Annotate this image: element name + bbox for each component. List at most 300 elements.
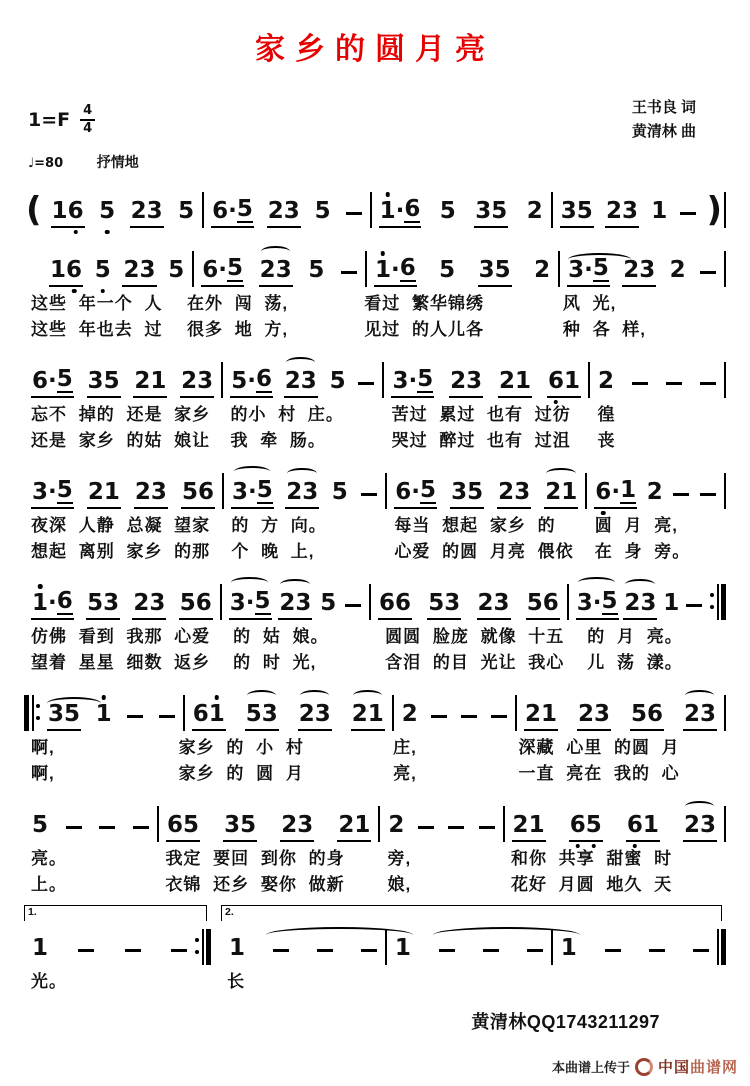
site-logo-icon[interactable] <box>635 1058 653 1076</box>
note-group: 6 1 <box>192 703 226 731</box>
parenthesis: ( <box>26 190 42 231</box>
sustain-dash <box>418 826 434 830</box>
note-group: 5 <box>439 257 456 283</box>
octave-dot-high <box>385 192 390 197</box>
note-group <box>679 212 697 229</box>
sustain-dash <box>133 826 149 830</box>
note-group: 2 1 <box>498 370 532 398</box>
note-group: 5 <box>94 259 112 287</box>
note-group: 2 3 <box>278 592 312 620</box>
lyric-cell: 丧 <box>597 431 616 450</box>
measure <box>24 931 195 965</box>
note-group <box>124 949 142 966</box>
repeat-start-sign <box>24 695 40 731</box>
note-group: 2 <box>669 257 686 283</box>
measure <box>24 586 220 620</box>
sustain-dash <box>527 949 543 953</box>
slur-arc <box>286 357 315 368</box>
barline <box>724 192 726 228</box>
note-group <box>604 949 622 966</box>
octave-dot-low <box>101 289 106 294</box>
note-group: 6 · 5 <box>31 368 74 398</box>
octave-dot-low <box>105 230 110 235</box>
slur-arc <box>578 577 615 588</box>
note-group <box>170 949 188 966</box>
note-group: 2 3 <box>577 703 611 731</box>
note-group: 3 · 5 <box>231 479 274 509</box>
note-group <box>447 826 465 843</box>
note-group: 2 3 <box>497 481 531 509</box>
volta-label: 1. <box>28 906 37 918</box>
measure <box>224 475 385 509</box>
barline <box>724 473 726 509</box>
lyric-cell: 儿 荡 漾。 <box>587 653 683 672</box>
octave-dot-high <box>101 695 106 700</box>
lyric-cell: 我 牵 肠。 <box>230 431 326 450</box>
note-group: 5 6 <box>526 592 560 620</box>
measure <box>517 697 724 731</box>
note-group: 3 · 5 <box>391 368 434 398</box>
measure <box>384 364 588 398</box>
slur-arc <box>300 690 329 701</box>
note-group: 3 · 5 <box>576 590 619 620</box>
note-group <box>345 212 363 229</box>
lyric-cell: 哭过 醉过 也有 过沮 <box>391 431 571 450</box>
lyric-cell: 庄, <box>393 738 417 757</box>
octave-dot-high <box>38 584 43 589</box>
note-group <box>665 382 683 399</box>
note-group: 3 5 <box>223 814 257 842</box>
volta-group <box>221 906 726 965</box>
sustain-dash <box>483 949 499 953</box>
note-group: 2 1 <box>337 814 371 842</box>
lyric-cell: 的 月 亮。 <box>587 627 683 646</box>
slur-arc <box>546 468 575 479</box>
measure <box>222 586 369 620</box>
measure <box>44 194 203 228</box>
sustain-dash <box>431 715 447 719</box>
sustain-dash <box>159 715 175 719</box>
lyric-row <box>24 847 726 870</box>
note-group: 6 · 5 <box>211 198 254 228</box>
note-group: 2 3 <box>122 259 156 287</box>
site-name-secondary[interactable]: 曲谱网 <box>689 1059 738 1076</box>
composer: 黄清林 曲 <box>631 123 696 140</box>
measure <box>587 475 724 509</box>
sustain-dash <box>345 604 361 608</box>
sustain-dash <box>680 212 696 216</box>
sustain-dash <box>341 271 357 275</box>
tie-arc <box>433 927 579 943</box>
note-group: 2 <box>526 198 543 224</box>
repeat-end-sign <box>710 584 726 620</box>
note-group: 2 3 <box>285 481 319 509</box>
note-group: 1 · 6 <box>374 257 417 287</box>
note-group: 3 5 <box>478 259 512 287</box>
lyric-cell: 每当 想起 家乡 的 <box>394 516 556 535</box>
lyric-cell: 啊, <box>31 764 55 783</box>
note-group <box>478 826 496 843</box>
note-group: 5 <box>168 257 185 283</box>
lyric-row <box>24 318 726 341</box>
lyric-cell: 一直 亮在 我的 心 <box>518 764 680 783</box>
note-group: 1 <box>95 703 113 731</box>
lyric-cell: 夜深 人静 总凝 望家 <box>31 516 211 535</box>
sustain-dash <box>632 382 648 386</box>
note-group: 2 1 <box>87 481 121 509</box>
note-group: 2 1 <box>544 481 578 509</box>
measure <box>394 697 515 731</box>
sustain-dash <box>361 949 377 953</box>
slur-arc <box>625 579 654 590</box>
music-system <box>24 792 726 896</box>
note-group <box>699 382 717 399</box>
score <box>24 178 726 993</box>
note-group: 5 6 <box>179 592 213 620</box>
lyric-cell: 看过 繁华锦绣 <box>364 294 484 313</box>
note-group: 5 <box>439 198 456 224</box>
note-group: 2 1 <box>524 703 558 731</box>
slur-arc <box>47 697 101 710</box>
slur-arc <box>685 690 714 701</box>
measure <box>387 475 585 509</box>
note-group <box>648 949 666 966</box>
lyric-cell: 亮, <box>393 764 417 783</box>
sustain-dash <box>358 382 374 386</box>
note-group <box>692 949 710 966</box>
note-group: 5 · 6 <box>230 368 273 398</box>
note-group <box>126 715 144 732</box>
barline <box>724 251 726 287</box>
music-system <box>24 681 726 785</box>
measure <box>569 586 710 620</box>
lyric-cell: 啊, <box>31 738 55 757</box>
note-group <box>438 949 456 966</box>
lyric-cell: 圆圆 脸庞 就像 十五 <box>385 627 565 646</box>
note-group <box>430 715 448 732</box>
measure <box>24 475 222 509</box>
note-group: 1 · 6 <box>379 198 422 228</box>
note-group <box>526 949 544 966</box>
sustain-dash <box>666 382 682 386</box>
lyric-cell: 的 姑 娘。 <box>233 627 329 646</box>
note-group: 2 3 <box>683 814 717 842</box>
measure <box>367 253 558 287</box>
barline <box>724 806 726 842</box>
note-group: 5 <box>308 257 325 283</box>
note-group: 1 · 6 <box>31 590 74 620</box>
note-group: 1 <box>560 935 577 961</box>
note-group: 5 <box>331 479 348 505</box>
note-group: 2 1 <box>133 370 167 398</box>
lyric-cell: 的小 村 庄。 <box>230 405 344 424</box>
note-group: 5 3 <box>86 592 120 620</box>
lyric-cell: 很多 地 方, <box>186 320 289 339</box>
lyric-cell: 在外 闯 荡, <box>186 294 289 313</box>
note-group <box>482 949 500 966</box>
note-group <box>98 826 116 843</box>
lyric-row <box>24 651 726 674</box>
note-group: 3 5 <box>560 200 594 228</box>
lyric-cell: 花好 月圆 地久 天 <box>510 875 673 894</box>
note-group: 3 5 <box>450 481 484 509</box>
note-group: 2 <box>401 701 418 727</box>
lyric-row <box>24 292 726 315</box>
note-group <box>132 826 150 843</box>
sustain-dash <box>439 949 455 953</box>
sustain-dash <box>66 826 82 830</box>
note-group: 1 <box>651 198 668 224</box>
lyricist: 王书良 词 <box>631 99 696 116</box>
octave-dot-low <box>591 844 596 849</box>
note-group: 2 3 <box>622 259 656 287</box>
lyric-cell: 含泪 的目 光让 我心 <box>385 653 565 672</box>
measure <box>40 697 183 731</box>
note-group: 1 6 <box>49 259 83 287</box>
note-group: 1 <box>663 590 680 616</box>
time-signature <box>80 104 95 137</box>
lyric-cell: 徨 <box>597 405 616 424</box>
measure <box>553 194 705 228</box>
measure <box>380 808 502 842</box>
lyric-cell: 家乡 的 小 村 <box>178 738 304 757</box>
lyric-cell: 娘, <box>387 875 412 894</box>
lyric-cell: 还是 家乡 的姑 娘让 <box>31 431 211 450</box>
lyric-row <box>24 736 726 759</box>
note-group <box>672 493 690 510</box>
lyric-cell: 苦过 累过 也有 过彷 <box>391 405 571 424</box>
lyric-cell: 的 方 向。 <box>231 516 327 535</box>
note-group: 1 <box>229 935 246 961</box>
credits <box>632 96 696 144</box>
volta-bracket <box>221 905 722 921</box>
key-signature-text: 1=F <box>28 108 71 131</box>
note-group: 2 3 <box>477 592 511 620</box>
octave-dot-low <box>554 400 559 405</box>
lyric-cell: 亮。 <box>31 849 67 868</box>
octave-dot-high <box>381 251 386 256</box>
measure <box>204 194 369 228</box>
slur-arc <box>234 466 271 477</box>
note-group: 2 3 <box>623 592 657 620</box>
sustain-dash <box>125 949 141 953</box>
meta-row <box>24 98 726 150</box>
note-group: 2 <box>388 812 405 838</box>
sustain-dash <box>78 949 94 953</box>
sustain-dash <box>317 949 333 953</box>
note-group: 2 <box>646 479 663 505</box>
note-group: 2 3 <box>605 200 639 228</box>
sustain-dash <box>693 949 709 953</box>
measure <box>505 808 724 842</box>
tempo-marking: ♩=80 <box>28 156 64 171</box>
lyric-row <box>24 873 726 896</box>
volta-bracket <box>24 905 207 921</box>
measure <box>42 253 192 287</box>
note-group: 6 6 <box>378 592 412 620</box>
sustain-dash <box>700 493 716 497</box>
note-group: 6 5 <box>569 814 603 842</box>
time-denominator: 4 <box>83 121 93 137</box>
note-group: 5 <box>32 812 49 838</box>
note-group: 5 <box>98 200 116 228</box>
octave-dot-low <box>72 289 77 294</box>
note-group: 5 <box>314 198 331 224</box>
note-group: 3 5 <box>474 200 508 228</box>
slur-arc <box>280 579 309 590</box>
lyric-cell: 心爱 的圆 月亮 偎依 <box>394 542 574 561</box>
note-group: 2 3 <box>134 481 168 509</box>
time-numerator: 4 <box>80 104 95 121</box>
octave-dot-low <box>601 511 606 516</box>
note-group: 6 5 <box>166 814 200 842</box>
sustain-dash <box>605 949 621 953</box>
measure <box>560 253 724 287</box>
note-group <box>490 715 508 732</box>
lyric-cell: 这些 年也去 过 <box>31 320 163 339</box>
note-group: 5 <box>320 590 337 616</box>
note-group: 3 5 <box>47 703 81 731</box>
note-group: 5 <box>178 198 195 224</box>
lyric-cell: 忘不 掉的 还是 家乡 <box>31 405 211 424</box>
measure <box>159 808 378 842</box>
lyric-row <box>24 540 726 563</box>
note-group: 3 · 5 <box>567 257 610 287</box>
octave-dot-low <box>73 230 78 235</box>
note-group: 5 6 <box>630 703 664 731</box>
barline <box>724 362 726 398</box>
sustain-dash <box>99 826 115 830</box>
note-group <box>357 382 375 399</box>
key-signature <box>28 104 95 137</box>
music-system <box>24 459 726 563</box>
sustain-dash <box>700 382 716 386</box>
note-group: 5 3 <box>245 703 279 731</box>
sustain-dash <box>127 715 143 719</box>
note-group: 1 <box>32 935 49 961</box>
lyric-cell: 深藏 心里 的圆 月 <box>518 738 680 757</box>
lyric-cell: 个 晚 上, <box>231 542 315 561</box>
note-group: 5 6 <box>181 481 215 509</box>
sustain-dash <box>346 212 362 216</box>
note-group: 2 3 <box>180 370 214 398</box>
parenthesis: ) <box>706 190 722 231</box>
measure <box>590 364 724 398</box>
note-group <box>685 604 703 621</box>
lyric-cell: 风 光, <box>562 294 617 313</box>
sustain-dash <box>479 826 495 830</box>
site-name[interactable] <box>658 1056 738 1077</box>
lyric-cell: 我定 要回 到你 的身 <box>165 849 345 868</box>
slur-arc <box>287 468 316 479</box>
note-group <box>460 715 478 732</box>
lyric-cell: 光。 <box>31 972 67 991</box>
lyric-cell: 圆 月 亮, <box>594 516 678 535</box>
slur-arc <box>353 690 382 701</box>
note-group: 2 3 <box>132 592 166 620</box>
lyric-cell: 衣锦 还乡 娶你 做新 <box>165 875 345 894</box>
lyric-row <box>24 403 726 426</box>
note-group: 6 · 5 <box>201 257 244 287</box>
note-group <box>631 382 649 399</box>
note-group <box>360 949 378 966</box>
music-system <box>24 237 726 341</box>
note-group: 2 3 <box>267 200 301 228</box>
note-group: 2 3 <box>130 200 164 228</box>
sustain-dash <box>491 715 507 719</box>
note-group <box>65 826 83 843</box>
slur-arc <box>568 253 630 266</box>
note-group: 6 1 <box>626 814 660 842</box>
lyric-row <box>24 762 726 785</box>
octave-dot-low <box>575 844 580 849</box>
barline <box>724 695 726 731</box>
note-group: 3 · 5 <box>31 479 74 509</box>
lyric-cell: 家乡 的 圆 月 <box>178 764 304 783</box>
lyric-cell: 仿佛 看到 我那 心爱 <box>31 627 211 646</box>
note-group: 2 3 <box>449 370 483 398</box>
sustain-dash <box>448 826 464 830</box>
note-group <box>699 493 717 510</box>
sustain-dash <box>649 949 665 953</box>
tempo-row <box>28 152 726 172</box>
music-system <box>24 178 726 230</box>
lyric-cell: 在 身 旁。 <box>594 542 691 561</box>
slur-arc <box>231 577 268 588</box>
note-group: 2 3 <box>284 370 318 398</box>
note-group <box>77 949 95 966</box>
note-group: 1 <box>394 935 411 961</box>
note-group: 2 3 <box>280 814 314 842</box>
tie-arc <box>266 927 412 943</box>
measure <box>371 586 567 620</box>
note-group: 2 <box>597 368 614 394</box>
measure <box>372 194 551 228</box>
music-system <box>24 903 726 993</box>
volta-group <box>24 906 211 965</box>
lyric-cell: 这些 年一个 人 <box>31 294 163 313</box>
lyric-cell: 和你 共享 甜蜜 时 <box>510 849 673 868</box>
sustain-dash <box>686 604 702 608</box>
sustain-dash <box>171 949 187 953</box>
measure <box>194 253 365 287</box>
site-name-primary[interactable]: 中国 <box>657 1059 690 1076</box>
repeat-end-sign <box>195 929 211 965</box>
volta-label: 2. <box>225 906 234 918</box>
lyric-cell: 旁, <box>387 849 412 868</box>
music-system <box>24 570 726 674</box>
lyric-cell: 长 <box>227 972 246 991</box>
upload-note: 本曲谱上传于 <box>551 1060 630 1075</box>
note-group: 2 3 <box>298 703 332 731</box>
sustain-dash <box>673 493 689 497</box>
note-group <box>272 949 290 966</box>
lyric-cell: 种 各 样, <box>562 320 647 339</box>
lyric-cell: 上。 <box>31 875 67 894</box>
sustain-dash <box>461 715 477 719</box>
octave-dot-low <box>633 844 638 849</box>
lyric-row <box>24 625 726 648</box>
note-group: 5 <box>329 368 346 394</box>
sustain-dash <box>700 271 716 275</box>
final-barline <box>717 929 727 965</box>
note-group <box>344 604 362 621</box>
note-group <box>316 949 334 966</box>
note-group: 2 1 <box>512 814 546 842</box>
note-group <box>699 271 717 288</box>
sustain-dash <box>361 493 377 497</box>
song-title: 家乡的圆月亮 <box>255 33 495 66</box>
